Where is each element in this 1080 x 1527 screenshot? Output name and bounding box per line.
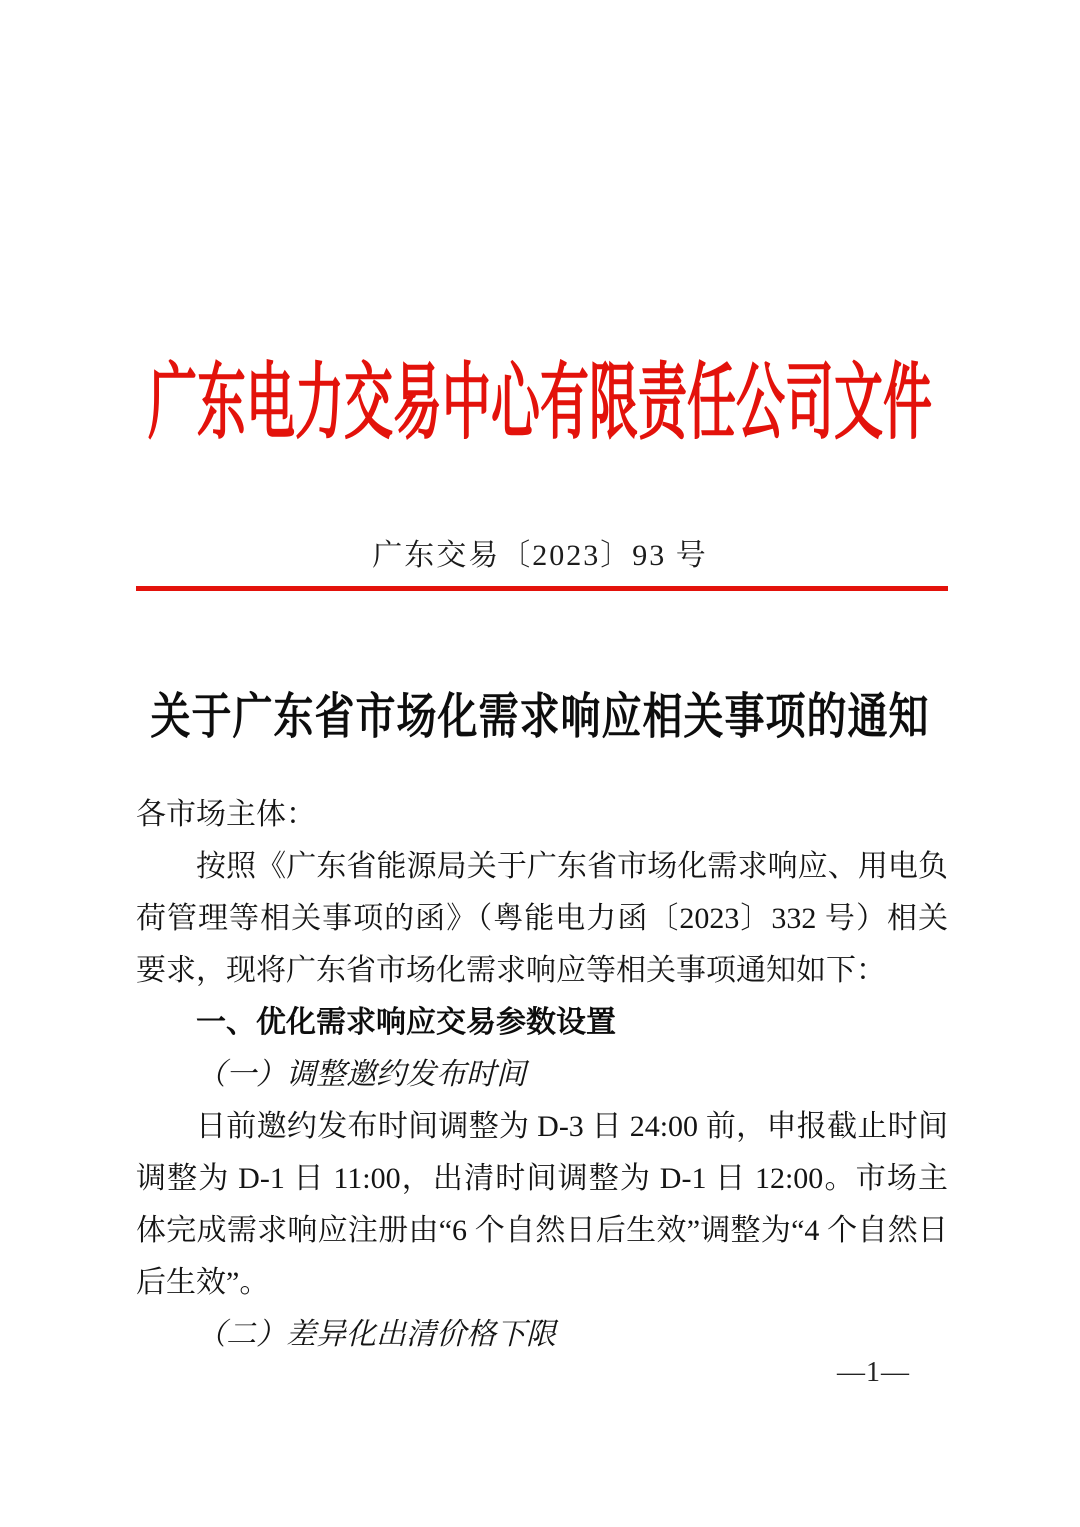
letterhead-title — [0, 356, 1080, 450]
subsection-heading-1: （一）调整邀约发布时间 — [196, 1058, 526, 1091]
salutation: 各市场主体： — [136, 798, 316, 831]
subsection-heading-2: （二）差异化出清价格下限 — [196, 1318, 556, 1351]
document-title-text: 关于广东省市场化需求响应相关事项的通知 — [150, 688, 930, 744]
paragraph-subsection1-body: 日前邀约发布时间调整为 D-3 日 24:00 前，申报截止时间调整为 D-1 日 11:00，出清时间调整为 D-1 日 12:00。市场主体完成需求响应注册由“6 个自然日后生效”调整为“4 个自然日后生效”。 — [136, 1110, 948, 1299]
paragraph-intro: 按照《广东省能源局关于广东省市场化需求响应、用电负荷管理等相关事项的函》（粤能电力函〔2023〕332 号）相关要求，现将广东省市场化需求响应等相关事项通知如下： — [136, 850, 948, 987]
section-heading-1: 一、优化需求响应交易参数设置 — [196, 1006, 616, 1039]
red-separator-line — [136, 586, 948, 591]
letterhead-title-text: 广东电力交易中心有限责任公司文件 — [147, 356, 932, 450]
document-number: 广东交易〔2023〕93 号 — [372, 539, 708, 572]
document-title — [0, 688, 1080, 744]
document-body — [136, 789, 948, 1361]
page-number: —1— — [837, 1357, 910, 1388]
